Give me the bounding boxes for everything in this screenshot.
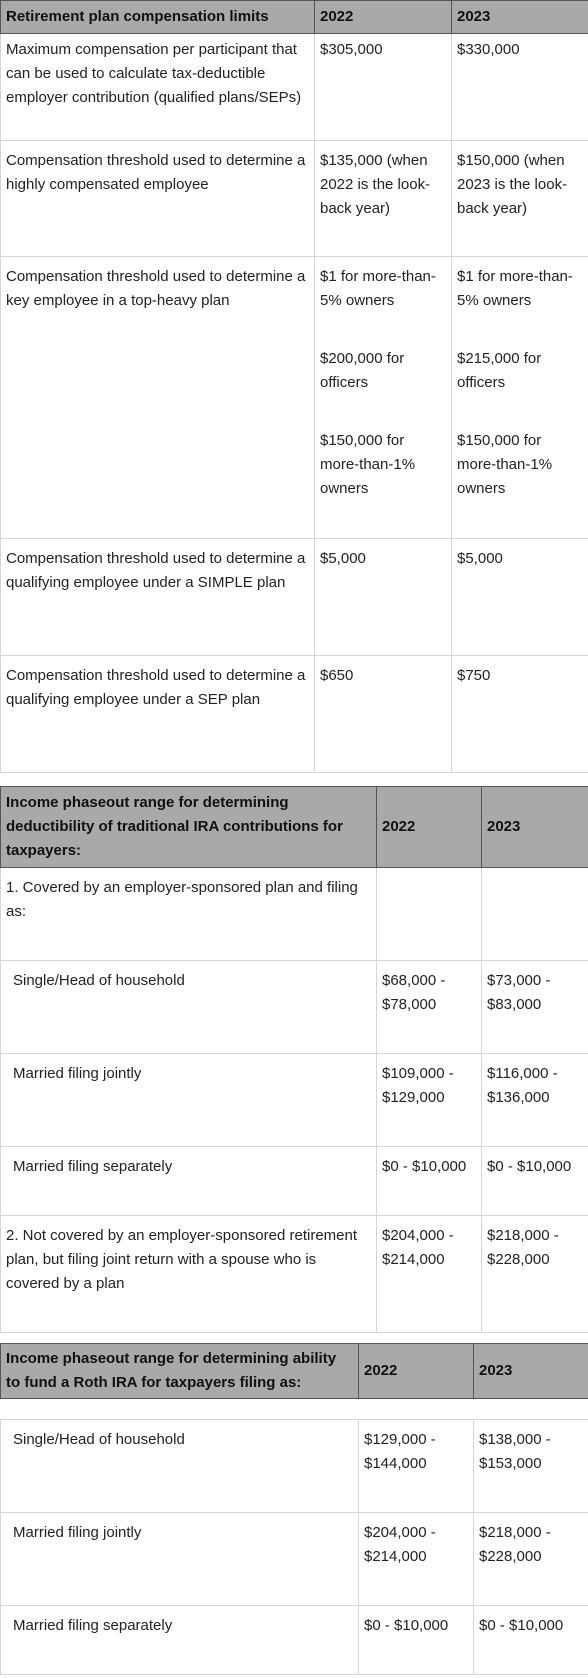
value-2023: $5,000 — [452, 539, 588, 656]
value-line: $1 for more-than-5% owners — [320, 268, 436, 309]
value-2023 — [452, 257, 588, 539]
table-header-row — [1, 1, 588, 34]
table-row — [1, 34, 588, 141]
table-row — [1, 141, 588, 257]
traditional-ira-phaseout-table — [0, 786, 588, 1333]
column-header-2023: 2023 — [452, 1, 588, 34]
column-header-2022: 2022 — [315, 1, 452, 34]
column-header-2022: 2022 — [359, 1344, 474, 1399]
value-2023: $116,000 - $136,000 — [482, 1054, 588, 1147]
value-2023: $138,000 - $153,000 — [474, 1420, 588, 1513]
row-label: Single/Head of household — [1, 1420, 359, 1513]
row-label: Compensation threshold used to determine a highly compensated employee — [1, 141, 315, 257]
value-line: $1 for more-than-5% owners — [457, 268, 573, 309]
value-2022: $0 - $10,000 — [377, 1147, 482, 1216]
row-label: 1. Covered by an employer-sponsored plan and filing as: — [1, 868, 377, 961]
row-label: Compensation threshold used to determine a qualifying employee under a SIMPLE plan — [1, 539, 315, 656]
value-2022: $109,000 - $129,000 — [377, 1054, 482, 1147]
column-header-2023: 2023 — [474, 1344, 588, 1399]
spacer-row — [1, 1399, 588, 1420]
value-2023: $330,000 — [452, 34, 588, 141]
table-header-row — [1, 787, 588, 868]
table-row — [1, 1606, 588, 1675]
value-2023: $0 - $10,000 — [482, 1147, 588, 1216]
value-line: $150,000 for more-than-1% owners — [320, 432, 416, 497]
value-2022: $129,000 - $144,000 — [359, 1420, 474, 1513]
value-line: $200,000 for officers — [320, 350, 405, 391]
table-row — [1, 1216, 588, 1333]
value-2022 — [377, 868, 482, 961]
column-header-2023: 2023 — [482, 787, 588, 868]
value-2022 — [315, 257, 452, 539]
value-2022: $0 - $10,000 — [359, 1606, 474, 1675]
spacer-cell — [359, 1399, 474, 1420]
column-header: Retirement plan compensation limits — [1, 1, 315, 34]
value-line: $150,000 for more-than-1% owners — [457, 432, 553, 497]
row-label: Single/Head of household — [1, 961, 377, 1054]
table-row — [1, 1054, 588, 1147]
row-label: Married filing separately — [1, 1147, 377, 1216]
row-label: Married filing jointly — [1, 1054, 377, 1147]
table-row — [1, 257, 588, 539]
table-row — [1, 1513, 588, 1606]
value-2022: $204,000 - $214,000 — [359, 1513, 474, 1606]
table-row — [1, 961, 588, 1054]
value-2023: $218,000 - $228,000 — [482, 1216, 588, 1333]
row-label: Maximum compensation per participant that can be used to calculate tax-deductible employer contribution (qualified plans/SEPs) — [1, 34, 315, 141]
value-2022: $5,000 — [315, 539, 452, 656]
value-2023: $218,000 - $228,000 — [474, 1513, 588, 1606]
roth-ira-phaseout-table — [0, 1343, 588, 1675]
column-header-2022: 2022 — [377, 787, 482, 868]
row-label: Compensation threshold used to determine a key employee in a top-heavy plan — [1, 257, 315, 539]
retirement-plan-limits-table — [0, 0, 588, 773]
spacer-cell — [474, 1399, 588, 1420]
value-2022: $68,000 - $78,000 — [377, 961, 482, 1054]
column-header: Income phaseout range for determining ability to fund a Roth IRA for taxpayers filing as: — [1, 1344, 359, 1399]
value-2022: $135,000 (when 2022 is the look-back year) — [315, 141, 452, 257]
table-row — [1, 1147, 588, 1216]
spacer-cell — [1, 1399, 359, 1420]
value-2022: $650 — [315, 656, 452, 773]
value-2022: $305,000 — [315, 34, 452, 141]
row-label: Married filing separately — [1, 1606, 359, 1675]
value-2023: $73,000 - $83,000 — [482, 961, 588, 1054]
table-row — [1, 656, 588, 773]
value-2023: $750 — [452, 656, 588, 773]
value-2023: $0 - $10,000 — [474, 1606, 588, 1675]
row-label: Compensation threshold used to determine a qualifying employee under a SEP plan — [1, 656, 315, 773]
row-label: 2. Not covered by an employer-sponsored retirement plan, but filing joint return with a spouse who is covered by a plan — [1, 1216, 377, 1333]
row-label: Married filing jointly — [1, 1513, 359, 1606]
table-header-row — [1, 1344, 588, 1399]
table-row — [1, 1420, 588, 1513]
value-2022: $204,000 - $214,000 — [377, 1216, 482, 1333]
column-header: Income phaseout range for determining deductibility of traditional IRA contributions for taxpayers: — [1, 787, 377, 868]
table-row — [1, 868, 588, 961]
value-line: $215,000 for officers — [457, 350, 542, 391]
value-2023 — [482, 868, 588, 961]
table-row — [1, 539, 588, 656]
value-2023: $150,000 (when 2023 is the look-back year) — [452, 141, 588, 257]
